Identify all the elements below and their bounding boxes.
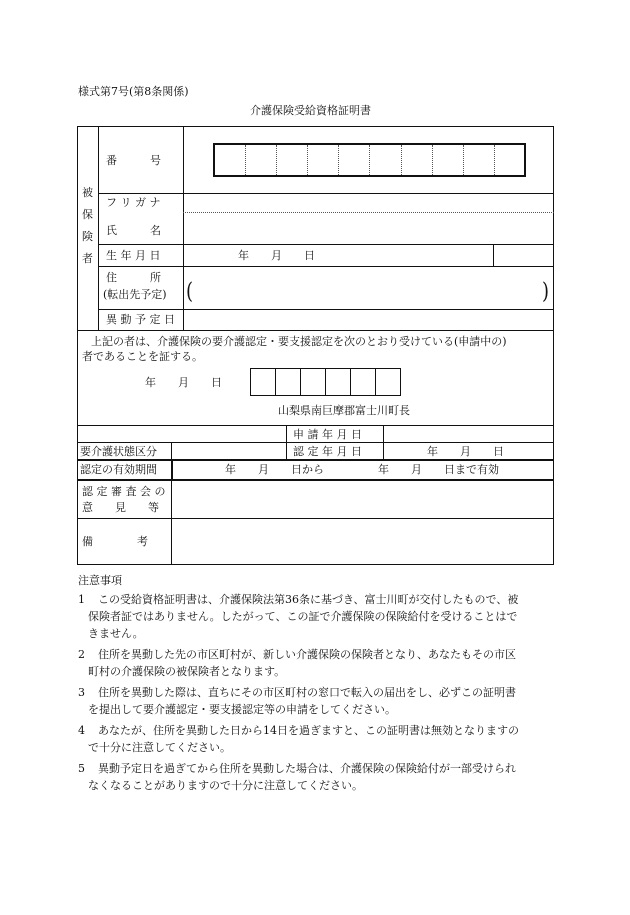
issuer-name: 山梨県南巨摩郡富士川町長 <box>278 404 410 417</box>
form-number: 様式第7号(第8条関係) <box>78 85 189 98</box>
certification-text-1: 上記の者は、介護保険の要介護認定・要支援認定を次のとおり受けている(申請中の) <box>91 335 507 348</box>
note-item-1: 1 この受給資格証明書は、介護保険法第36条に基づき、富士川町が交付したもので、被 保険者証ではありません。したがって、この証で介護保険の保険給付を受けることはで きません。 <box>78 593 519 640</box>
furigana-label: フ リ ガ ナ <box>106 196 161 209</box>
notes-heading: 注意事項 <box>78 574 122 587</box>
note-number-3: 3 <box>78 686 85 699</box>
address-bracket-left: ( <box>186 278 194 305</box>
note-item-4: 4 あなたが、住所を異動した日から14日を過ぎますと、この証明書は無効となりますの で十分に注意してください。 <box>78 724 519 754</box>
insured-section-label-3: 険 <box>82 230 93 243</box>
certification-text-2: 者であることを証する。 <box>82 350 203 363</box>
validity-label: 認定の有効期間 <box>80 463 157 476</box>
note-item-3: 3 住所を異動した際は、直ちにその市区町村の窓口で転入の届出をし、必ずこの証明書 を提出して要介護認定・要支援認定等の申請をしてください。 <box>78 686 516 716</box>
move-date-label: 異 動 予 定 日 <box>106 313 175 326</box>
care-level-label: 要介護状態区分 <box>80 445 157 458</box>
address-bracket-right: ) <box>542 278 550 305</box>
note-item-2: 2 住所を異動した先の市区町村が、新しい介護保険の保険者となり、あなたもその市区 町村の介護保険の被保険者となります。 <box>78 648 516 678</box>
note-number-5: 5 <box>78 762 85 775</box>
committee-opinion-label-2: 意 見 等 <box>82 501 159 514</box>
insured-section-label-1: 被 <box>82 186 93 199</box>
note-number-2: 2 <box>78 648 85 661</box>
certification-date-value: 年 月 日 <box>427 445 504 458</box>
insured-number-label: 番 号 <box>106 154 161 167</box>
name-label: 氏 名 <box>106 224 161 237</box>
note-number-1: 1 <box>78 593 85 606</box>
certification-date-label: 認 定 年 月 日 <box>293 445 362 458</box>
validity-to: 年 月 日まで有効 <box>378 463 499 476</box>
validity-from: 年 月 日から <box>225 463 324 476</box>
certification-date: 年 月 日 <box>145 376 222 389</box>
application-date-label: 申 請 年 月 日 <box>293 428 362 441</box>
address-label: 住 所 <box>106 271 161 284</box>
document-title: 介護保険受給資格証明書 <box>250 104 371 117</box>
committee-opinion-label-1: 認 定 審 査 会 の <box>82 485 166 498</box>
birth-date-value: 年 月 日 <box>238 249 315 262</box>
note-item-5: 5 異動予定日を過ぎてから住所を異動した場合は、介護保険の保険給付が一部受けられ なくなることがありますので十分に注意してください。 <box>78 762 516 792</box>
birth-date-label: 生 年 月 日 <box>106 249 161 262</box>
insured-section-label-4: 者 <box>82 252 93 265</box>
note-number-4: 4 <box>78 724 85 737</box>
insured-section-label-2: 保 <box>82 208 93 221</box>
remarks-label: 備 考 <box>82 535 148 548</box>
address-sublabel: (転出先予定) <box>103 288 167 301</box>
